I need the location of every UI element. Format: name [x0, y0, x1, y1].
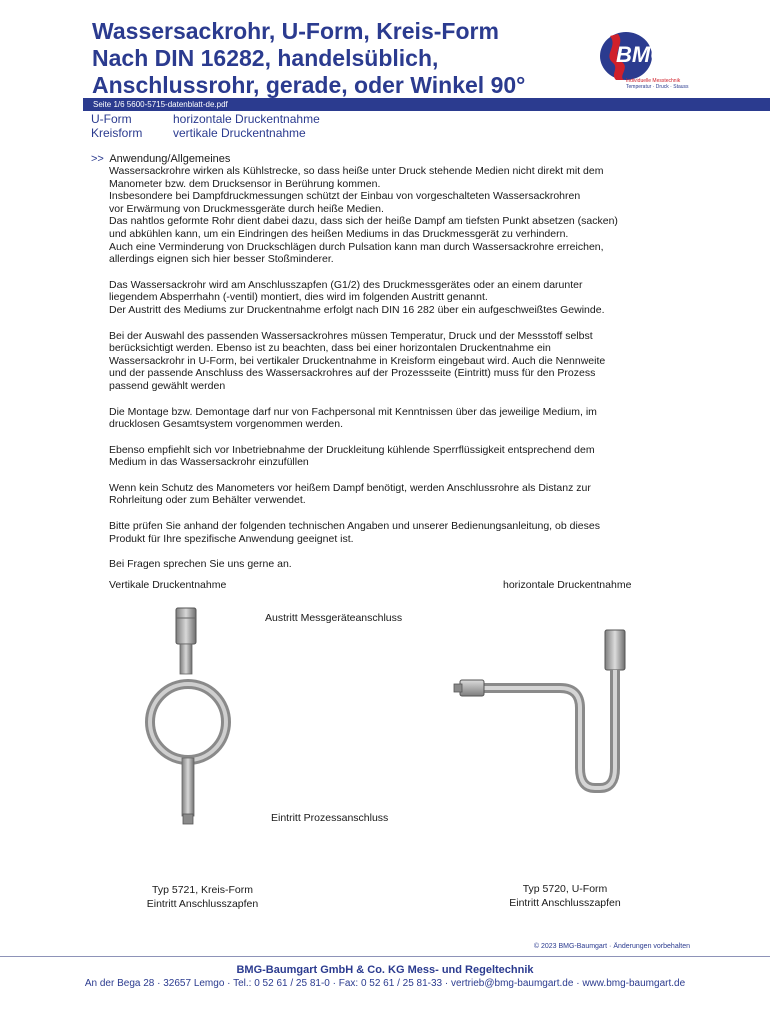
u-siphon-image: [450, 628, 650, 808]
paragraph: Bitte prüfen Sie anhand der folgenden technischen Angaben und unserer Bedienungsanleitung, ob dieses Produkt für Ihre spezifische Anwendung geeignet ist.: [109, 520, 600, 545]
logo-text: BMG: [616, 42, 668, 67]
paragraph: Bei der Auswahl des passenden Wassersackrohres müssen Temperatur, Druck und der Messstoff selbst berücksichtigt werden. Ebenso ist zu beachten, dass bei einer horizontalen Druckentnahme ein Wassersackrohr in U-Form, bei vertikaler Druckentnahme in Kreisform eingebaut wird. Auch die Nennweite und der passende Anschluss des Wassersackrohres auf der Prozessseite (Eintritt) muss für den Prozess passend gewählt werden: [109, 329, 606, 392]
paragraph: Das Wassersackrohr wird am Anschlusszapfen (G1/2) des Druckmessgerätes oder an einem darunter liegendem Absperrhahn (-ventil) montiert, dies wird im folgenden Austritt genannt. Der Austritt des Mediums zur Druckentnahme erfolgt nach DIN 16 282 über ein aufgeschweißtes Gewinde.: [109, 278, 605, 316]
variant-list: [91, 112, 320, 140]
logo-sub-1: Individuelle Messtechnik: [626, 78, 681, 84]
label-vertical: Vertikale Druckentnahme: [109, 579, 227, 591]
label-horizontal: horizontale Druckentnahme: [503, 579, 632, 591]
variant-form: U-Form: [91, 112, 132, 126]
caption-inlet: Eintritt Anschlusszapfen: [146, 898, 259, 910]
variant-row: [91, 126, 320, 140]
paragraph: Wassersackrohre wirken als Kühlstrecke, so dass heiße unter Druck stehende Medien nicht direkt mit dem Manometer bzw. dem Drucksensor in Berührung kommen. Insbesondere bei Dampfdruckmessungen schützt der Einbau von vorgeschalteten Wassersackrohren vor Erwärmung von Druckmessgeräte durch heiße Medien. Das nahtlos geformte Rohr dient dabei dazu, dass sich der heiße Dampf am tiefsten Punkt absetzen (sacken) und abkühlen kann, um ein Eindringen des heißen Mediums in das Druckmessgerät zu verhindern. Auch eine Verminderung von Druckschlägen durch Pulsation kann man durch Wassersackrohre erreichen, allerdings eignen sich hier besser Stoßminderer.: [109, 165, 618, 266]
document-title: [92, 18, 592, 99]
footer: [0, 963, 770, 991]
body-text: [109, 165, 684, 584]
variant-mode: vertikale Druckentnahme: [173, 126, 306, 140]
label-inlet: Eintritt Prozessanschluss: [271, 812, 389, 824]
variant-mode: horizontale Druckentnahme: [173, 112, 320, 126]
section-arrow: >>: [91, 153, 104, 165]
paragraph: Bei Fragen sprechen Sie uns gerne an.: [109, 558, 292, 571]
label-outlet: Austritt Messgeräteanschluss: [265, 612, 403, 624]
paragraph: Die Montage bzw. Demontage darf nur von Fachpersonal mit Kenntnissen über das jeweilige Medium, im drucklosen Gesamtsystem vorgenommen werden.: [109, 405, 597, 431]
file-info-bar: Seite 1/6 5600-5715-datenblatt-de.pdf: [83, 98, 770, 111]
section-heading: [91, 153, 230, 165]
title-line-1: Wassersackrohr, U-Form, Kreis-Form: [92, 18, 499, 44]
footer-address: An der Bega 28 · 32657 Lemgo · Tel.: 0 52 61 / 25 81-0 · Fax: 0 52 61 / 25 81-33 · vertrieb@bmg-baumgart.de · www.bmg-baumgart.de: [84, 978, 686, 989]
logo-sub-2: Temperatur · Druck · Stauss: [626, 84, 689, 90]
caption-type: Typ 5720, U-Form: [522, 883, 608, 895]
copyright-note: © 2023 BMG-Baumgart · Änderungen vorbehalten: [533, 943, 690, 950]
footer-divider: [0, 956, 770, 957]
bmg-logo: [596, 30, 706, 92]
paragraph: Wenn kein Schutz des Manometers vor heißem Dampf benötigt, werden Anschlussrohre als Distanz zur Rohrleitung oder zum Behälter verwendet.: [109, 481, 591, 507]
title-line-3: Anschlussrohr, gerade, oder Winkel 90°: [92, 72, 526, 98]
paragraph: Ebenso empfiehlt sich vor Inbetriebnahme der Druckleitung kühlende Sperrflüssigkeit entsprechend dem Medium in das Wassersackrohr einzufüllen: [109, 443, 595, 469]
section-title: Anwendung/Allgemeines: [109, 153, 231, 165]
footer-company: BMG-Baumgart GmbH & Co. KG Mess- und Regeltechnik: [236, 964, 534, 976]
caption-circle-form: [130, 883, 275, 911]
title-line-2: Nach DIN 16282, handelsüblich,: [92, 45, 439, 71]
variant-row: [91, 112, 320, 126]
circle-siphon-image: [140, 600, 250, 840]
caption-type: Typ 5721, Kreis-Form: [152, 884, 253, 896]
caption-inlet: Eintritt Anschlusszapfen: [509, 897, 621, 909]
caption-u-form: [495, 882, 635, 910]
variant-form: Kreisform: [91, 126, 143, 140]
